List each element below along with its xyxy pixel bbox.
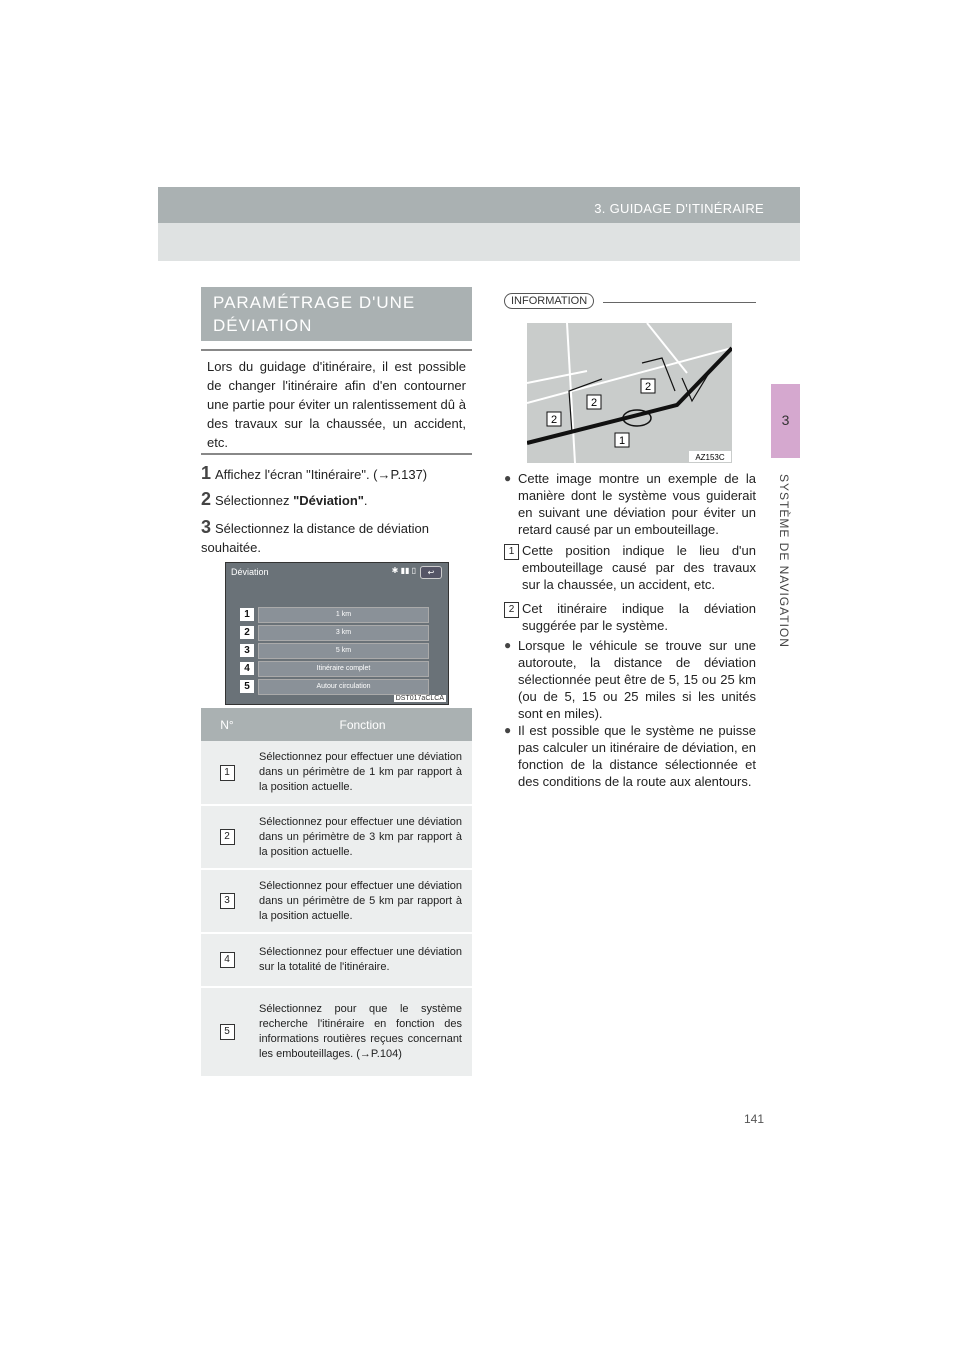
chapter-number: 3 <box>781 412 790 428</box>
map-label: 2 <box>550 414 558 426</box>
section-title-box <box>201 287 472 341</box>
table-row <box>201 869 472 933</box>
chapter-title: SYSTÈME DE NAVIGATION <box>777 474 791 648</box>
row-text: Sélectionnez pour effectuer une déviation dans un périmètre de 5 km par rapport à la position actuelle. <box>253 869 472 933</box>
bullet-icon: ● <box>504 471 512 485</box>
image-code: DST017aCLCA <box>395 695 444 702</box>
information-label: INFORMATION <box>504 293 594 309</box>
info-bullet-3: ● Il est possible que le système ne puisse pas calculer un itinéraire de déviation, en fonction de la distance sélectionnée et des conditions de la route aux alentours. <box>504 723 756 789</box>
section-intro-box <box>201 349 472 455</box>
header-band <box>158 187 800 223</box>
option-1km-button[interactable]: 1 km <box>258 607 429 623</box>
row-number: 2 <box>220 829 235 845</box>
callout-3: 3 <box>240 644 254 657</box>
table-row <box>201 805 472 869</box>
header-sub-band <box>158 223 800 261</box>
row-text: Sélectionnez pour effectuer une déviation sur la totalité de l'itinéraire. <box>253 933 472 987</box>
section-title: PARAMÉTRAGE D'UNE DÉVIATION <box>213 293 416 335</box>
function-table <box>201 708 472 1078</box>
row-text: Sélectionnez pour effectuer une déviation dans un périmètre de 3 km par rapport à la position actuelle. <box>253 805 472 869</box>
option-traffic-button[interactable]: Autour circulation <box>258 679 429 695</box>
row-text: Sélectionnez pour effectuer une déviation dans un périmètre de 1 km par rapport à la position actuelle. <box>253 741 472 805</box>
info-bullet-2: ● Lorsque le véhicule se trouve sur une autoroute, la distance de déviation sélectionnée peut être de 5, 15 ou 25 km (ou de 5, 15 ou 25 miles si les unités sont en miles). <box>504 638 756 721</box>
row-text: Sélectionnez pour que le système recherche l'itinéraire en fonction des informations routières reçues concernant les embouteillages. (→P.104) <box>253 987 472 1077</box>
row-number: 3 <box>220 893 235 909</box>
option-full-route-button[interactable]: Itinéraire complet <box>258 661 429 677</box>
row-number: 1 <box>220 765 235 781</box>
table-row <box>201 933 472 987</box>
map-label: 1 <box>618 435 626 447</box>
item-number: 2 <box>504 602 519 618</box>
info-numbered-2: 2 Cet itinéraire indique la déviation suggérée par le système. <box>504 600 756 634</box>
header-section-title: 3. GUIDAGE D'ITINÉRAIRE <box>594 201 764 216</box>
callout-5: 5 <box>240 680 254 693</box>
back-button[interactable]: ↩ <box>420 566 442 579</box>
step-number: 3 <box>201 517 212 537</box>
bullet-icon: ● <box>504 638 512 652</box>
row-number: 5 <box>220 1024 235 1040</box>
step-2: 2 Sélectionnez "Déviation". <box>201 489 368 509</box>
detour-map <box>527 323 732 463</box>
callout-1: 1 <box>240 608 254 621</box>
page-number: 141 <box>744 1112 765 1126</box>
table-row <box>201 741 472 805</box>
deviation-label: "Déviation" <box>293 493 364 508</box>
step-number: 2 <box>201 489 212 509</box>
option-5km-button[interactable]: 5 km <box>258 643 429 659</box>
info-bullet-1: ● Cette image montre un exemple de la manière dont le système vous guiderait en suivant une déviation pour éviter un retard causé par un embouteillage. <box>504 471 756 537</box>
item-number: 1 <box>504 544 519 560</box>
status-icons: ✱ ▮▮ ▯ <box>391 566 416 575</box>
table-header-function: Fonction <box>253 708 472 741</box>
callout-2: 2 <box>240 626 254 639</box>
step-number: 1 <box>201 463 212 483</box>
info-numbered-1: 1 Cette position indique le lieu d'un embouteillage causé par des travaux sur la chaussée, un accident, etc. <box>504 542 756 593</box>
bullet-icon: ● <box>504 723 512 737</box>
table-header-number: N° <box>201 708 253 741</box>
map-label: 2 <box>644 381 652 393</box>
map-illustration <box>527 323 732 463</box>
step-1: 1 Affichez l'écran "Itinéraire". (→P.137) <box>201 463 428 483</box>
chapter-tab[interactable] <box>771 384 800 458</box>
table-row <box>201 987 472 1077</box>
arrow-icon: → <box>377 467 391 482</box>
page-reference-link[interactable]: P.137) <box>390 467 428 482</box>
callout-4: 4 <box>240 662 254 675</box>
section-intro: Lors du guidage d'itinéraire, il est possible de changer l'itinéraire afin d'en contourner une partie pour éviter un ralentissement dû à des travaux sur la chaussée, un accident, etc. <box>207 359 466 450</box>
deviation-screen <box>225 562 449 705</box>
screen-title: Déviation <box>231 567 269 577</box>
step-3: 3 Sélectionnez la distance de déviation souhaitée. <box>201 517 429 555</box>
information-divider <box>603 302 756 303</box>
row-number: 4 <box>220 952 235 968</box>
option-3km-button[interactable]: 3 km <box>258 625 429 641</box>
map-label: 2 <box>590 397 598 409</box>
map-code: AZ153C <box>695 453 725 462</box>
